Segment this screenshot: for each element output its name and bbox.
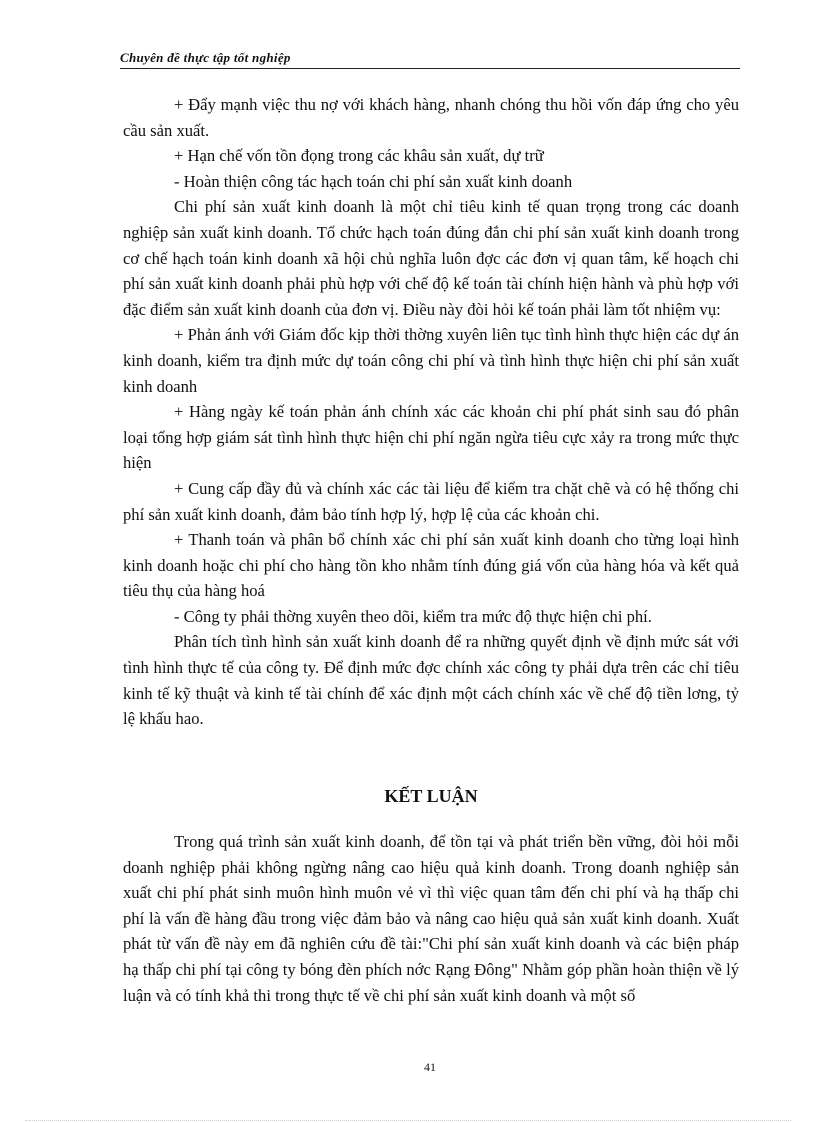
paragraph: Trong quá trình sản xuất kinh doanh, để tồn tại và phát triển bền vững, đòi hỏi mỗi doanh nghiệp phải không ngừng nâng cao hiệu quả kinh doanh. Trong doanh nghiệp sản xuất chi phí phát sinh muôn hình muôn vẻ vì thì việc quan tâm đến chi phí và hạ thấp chi phí là vấn đề hàng đầu trong việc đảm bảo và nâng cao hiệu quả sản xuất kinh doanh. Xuất phát từ vấn đề này em đã nghiên cứu đề tài:"Chi phí sản xuất kinh doanh và các biện pháp hạ thấp chi phí tại công ty bóng đèn phích nớc Rạng Đông" Nhằm góp phần hoàn thiện về lý luận và có tính khả thi trong thực tế về chi phí sản xuất kinh doanh và một số (123, 832, 739, 1005)
paragraph: Chi phí sản xuất kinh doanh là một chỉ tiêu kinh tế quan trọng trong các doanh nghiệp sản xuất kinh doanh. Tổ chức hạch toán đúng đắn chi phí sản xuất kinh doanh trong cơ chế hạch toán kinh doanh xã hội chủ nghĩa luôn đợc các đơn vị quan tâm, kế hoạch chi phí sản xuất kinh doanh phải phù hợp với chế độ kế toán tài chính hiện hành và phù hợp với đặc điểm sản xuất kinh doanh của đơn vị. Điều này đòi hỏi kế toán phải làm tốt nhiệm vụ: (123, 197, 739, 319)
conclusion-text (123, 829, 739, 1032)
page-header (120, 50, 740, 69)
paragraph: + Đẩy mạnh việc thu nợ với khách hàng, nhanh chóng thu hồi vốn đáp ứng cho yêu cầu sản xuất. (123, 95, 739, 140)
conclusion-heading: KẾT LUẬN (384, 786, 478, 806)
paragraph: - Hoàn thiện công tác hạch toán chi phí sản xuất kinh doanh (174, 171, 573, 191)
body-text (123, 92, 739, 732)
paragraph: Phân tích tình hình sản xuất kinh doanh để ra những quyết định về định mức sát với tình hình thực tế của công ty. Để định mức đợc chính xác công ty phải dựa trên các chỉ tiêu kinh tế kỹ thuật và kinh tế tài chính để xác định một cách chính xác về chế độ tiền lơng, tỷ lệ khấu hao. (123, 632, 739, 729)
paragraph: - Công ty phải thờng xuyên theo dõi, kiểm tra mức độ thực hiện chi phí. (174, 606, 652, 626)
paragraph: + Hàng ngày kế toán phản ánh chính xác các khoản chi phí phát sinh sau đó phân loại tổng hợp giám sát tình hình thực hiện chi phí ngăn ngừa tiêu cực xảy ra trong mức thực hiện (123, 402, 739, 473)
paragraph: + Cung cấp đầy đủ và chính xác các tài liệu để kiểm tra chặt chẽ và có hệ thống chi phí sản xuất kinh doanh, đảm bảo tính hợp lý, hợp lệ của các khoản chi. (123, 478, 739, 524)
paragraph: + Thanh toán và phân bổ chính xác chi phí sản xuất kinh doanh cho từng loại hình kinh doanh hoặc chi phí cho hàng tồn kho nhằm tính đúng giá vốn của hàng hóa và kết quả tiêu thụ của hàng hoá (123, 530, 739, 601)
header-title: Chuyên đề thực tập tốt nghiệp (120, 50, 291, 65)
page-number: 41 (424, 1060, 436, 1074)
footer-divider (25, 1120, 791, 1121)
paragraph: + Hạn chế vốn tồn đọng trong các khâu sản xuất, dự trữ (174, 146, 544, 166)
paragraph: + Phản ánh với Giám đốc kịp thời thờng xuyên liên tục tình hình thực hiện các dự án kinh doanh, kiểm tra định mức dự toán công chi phí và tình hình thực hiện chi phí sản xuất kinh doanh (123, 325, 739, 396)
